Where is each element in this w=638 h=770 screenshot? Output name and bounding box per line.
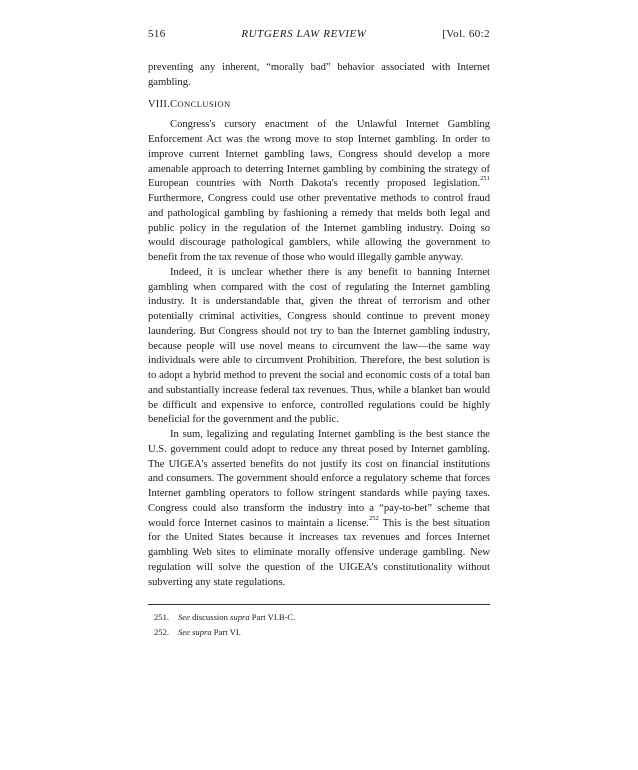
paragraph-1: Congress's cursory enactment of the Unlawful Internet Gambling Enforcement Act was the wrong move to stop Internet gambling. In order to improve current Internet gambling laws, Congress should develop a more amenable approach to deterring Internet gambling by combining the strategy of European countries with North Dakota's recently proposed legislation.$^{251}$ Furthermore, Congress could use other preventative methods to control fraud and pathological gambling by fashioning a remedy that melds both legal and public policy in the regulation of the Internet gambling industry. Doing so would discourage pathological gamblers, while allowing the government to benefit from the tax revenue of those who would illegally gamble anyway. bbox=[148, 119, 490, 263]
intro-paragraph: preventing any inherent, “morally bad” behavior associated with Internet gambling. bbox=[148, 62, 490, 88]
section-heading bbox=[148, 97, 490, 113]
section-number: VIII. bbox=[148, 98, 170, 110]
document-page bbox=[148, 28, 490, 590]
footnote-252: 252. See supra Part VI. bbox=[154, 625, 490, 640]
footnote-signal: See bbox=[178, 612, 190, 622]
footnote-number: 251. bbox=[154, 612, 170, 622]
running-header bbox=[148, 28, 490, 44]
journal-title: RUTGERS LAW REVIEW bbox=[241, 28, 367, 40]
footnote-number: 252. bbox=[154, 626, 170, 637]
volume-label: [Vol. 60:2 bbox=[442, 28, 490, 40]
footnote-divider bbox=[148, 604, 490, 605]
section-title-initial: C bbox=[169, 98, 178, 110]
page-number: 516 bbox=[148, 28, 166, 40]
footnote-ref-252[interactable]: 252 bbox=[368, 514, 379, 522]
body-text bbox=[148, 61, 490, 590]
footnote-signal: See supra bbox=[178, 626, 212, 637]
footnotes bbox=[154, 610, 490, 639]
footnote-251: 251. See discussion supra Part VI.B-C. bbox=[154, 610, 490, 625]
paragraph-3: In sum, legalizing and regulating Internet gambling is the best stance the U.S. government could adopt to reduce any threat posed by Internet gambling. The UIGEA's asserted benefits do not justify its cost on financial institutions and consumers. The government should enforce a regulatory scheme that forces Internet gambling operators to follow stringent standards while paying taxes. Congress could also transform the industry into a “pay-to-bet” scheme that would force Internet casinos to maintain a license.$^{252}$ This is the best situation for the United States because it increases tax revenues and forces Internet gambling Web sites to eliminate morally offensive underage gambling. New regulation will solve the question of the UIGEA's constitutionality without subverting any state regulations. bbox=[148, 429, 490, 588]
footnote-supra: supra bbox=[230, 612, 250, 622]
section-title-rest: ONCLUSION bbox=[177, 98, 231, 109]
footnote-ref-251[interactable]: 251 bbox=[480, 175, 490, 183]
paragraph-2: Indeed, it is unclear whether there is any benefit to banning Internet gambling when compared with the cost of regulating the Internet gambling industry. It is understandable that, given the threat of terrorism and other potentially criminal activities, Congress should continue to prevent money laundering. But Congress should not try to ban the Internet gambling industry, because people will use novel means to circumvent the law—the same way individuals were able to circumvent Prohibition. Therefore, the best solution is to adopt a hybrid method to prevent the social and economic costs of a total ban and substantially increase federal tax revenues. Thus, while a blanket ban would be difficult and expensive to enforce, controlled regulations could be highly beneficial for the government and the public. bbox=[148, 266, 490, 426]
